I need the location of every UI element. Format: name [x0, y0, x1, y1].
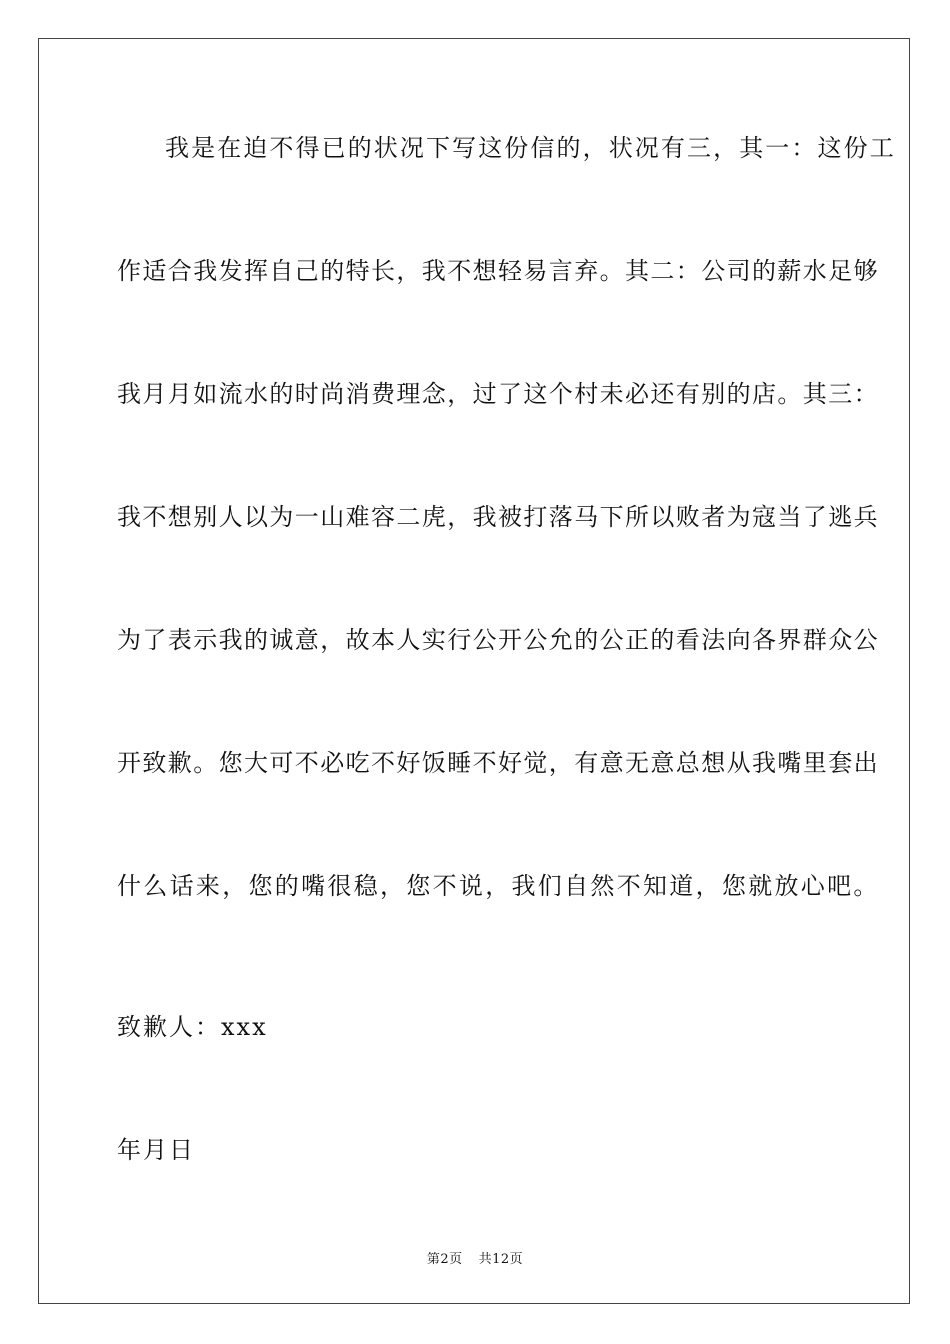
body-line-1: 我是在迫不得已的状况下写这份信的，状况有三，其一：这份工: [165, 134, 896, 162]
page-total: 共12页: [478, 1252, 524, 1267]
signature: 致歉人：xxx: [117, 1013, 268, 1041]
page-border: [38, 38, 910, 1304]
body-line-3: 我月月如流水的时尚消费理念，过了这个村未必还有别的店。其三：: [117, 380, 879, 408]
body-line-2: 作适合我发挥自己的特长，我不想轻易言弃。其二：公司的薪水足够: [117, 257, 879, 285]
body-line-4: 我不想别人以为一山难容二虎，我被打落马下所以败者为寇当了逃兵: [117, 503, 879, 531]
body-line-6: 开致歉。您大可不必吃不好饭睡不好觉，有意无意总想从我嘴里套出: [117, 749, 879, 777]
page-number: 第2页: [426, 1252, 463, 1267]
body-line-5: 为了表示我的诚意，故本人实行公开公允的公正的看法向各界群众公: [117, 626, 879, 654]
page-footer: [0, 1248, 950, 1267]
date-line: 年月日: [117, 1136, 195, 1164]
body-line-7: 什么话来，您的嘴很稳，您不说，我们自然不知道，您就放心吧。: [117, 872, 880, 900]
